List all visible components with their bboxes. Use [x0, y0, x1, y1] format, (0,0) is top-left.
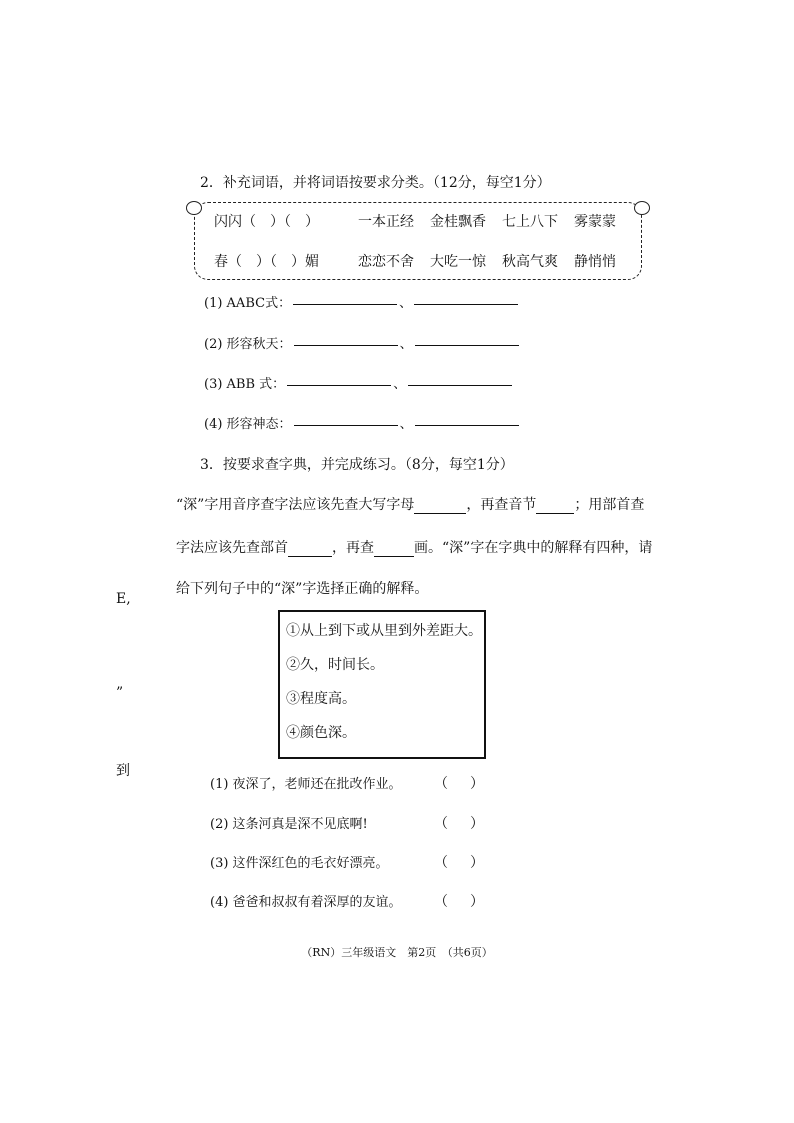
definition-item: ①从上到下或从里到外差距大。 — [286, 623, 482, 639]
answer-blank[interactable] — [536, 497, 574, 514]
separator: 、 — [393, 377, 407, 392]
category-row — [204, 333, 521, 352]
answer-blank[interactable] — [288, 540, 332, 557]
category-label: (2) 形容秋天： — [204, 337, 292, 352]
word-item: 静悄悄 — [574, 254, 616, 270]
word-item: 金桂飘香 — [430, 214, 486, 230]
answer-parentheses[interactable]: （） — [434, 894, 506, 910]
sentence-item: (1) 夜深了，老师还在批改作业。 — [210, 777, 402, 792]
category-row — [204, 413, 521, 432]
answer-blank[interactable] — [287, 384, 391, 386]
q3-title: 3．按要求查字典，并完成练习。（8分，每空1分） — [200, 457, 514, 473]
page-footer: （RN）三年级语文 第2页 （共6页） — [301, 946, 493, 959]
left-ring-hole — [186, 201, 202, 215]
category-label: (4) 形容神态： — [204, 417, 292, 432]
text: ，再查音节 — [466, 497, 537, 513]
separator: 、 — [399, 296, 413, 311]
separator: 、 — [399, 417, 413, 432]
answer-blank[interactable] — [415, 424, 519, 426]
answer-blank[interactable] — [414, 303, 518, 305]
answer-blank[interactable] — [408, 384, 512, 386]
right-ring-hole — [634, 201, 650, 215]
text: ，再查 — [332, 540, 374, 556]
word-item: 大吃一惊 — [430, 254, 486, 270]
text: 字法应该先查部首 — [176, 540, 288, 556]
word-item: 恋恋不舍 — [358, 254, 414, 270]
answer-blank[interactable] — [415, 344, 519, 346]
category-label: (1) AABC式： — [204, 296, 292, 311]
text: ；用部首查 — [574, 497, 645, 513]
word-item: 春（ ）（ ）媚 — [214, 254, 319, 270]
answer-blank[interactable] — [414, 497, 466, 514]
category-label: (3) ABB 式： — [204, 377, 286, 392]
definition-item: ④颜色深。 — [286, 725, 356, 741]
answer-blank[interactable] — [294, 424, 398, 426]
sentence-item: (4) 爸爸和叔叔有着深厚的友谊。 — [210, 895, 402, 910]
answer-blank[interactable] — [374, 540, 414, 557]
category-row — [204, 292, 520, 311]
definition-item: ③程度高。 — [286, 691, 356, 707]
separator: 、 — [399, 337, 413, 352]
answer-blank[interactable] — [294, 344, 398, 346]
text: “深”字用音序查字法应该先查大写字母 — [176, 497, 415, 513]
word-item: 闪闪（ ）（ ） — [214, 214, 319, 230]
text: 画。“深”字在字典中的解释有四种，请 — [414, 540, 653, 556]
answer-parentheses[interactable]: （） — [434, 816, 506, 832]
sentence-item: (3) 这件深红色的毛衣好漂亮。 — [210, 856, 389, 871]
q3-paragraph-line1 — [176, 494, 644, 514]
sentence-item: (2) 这条河真是深不见底啊! — [210, 817, 368, 832]
q3-paragraph-line3: 给下列句子中的“深”字选择正确的解释。 — [176, 581, 429, 597]
answer-blank[interactable] — [293, 303, 397, 305]
q3-paragraph-line2 — [176, 537, 652, 557]
answer-parentheses[interactable]: （） — [434, 855, 506, 871]
margin-fragment: ” — [116, 685, 124, 701]
margin-fragment: E, — [116, 591, 131, 607]
word-item: 雾蒙蒙 — [574, 214, 616, 230]
definition-item: ②久，时间长。 — [286, 657, 384, 673]
q2-title: 2．补充词语，并将词语按要求分类。（12分，每空1分） — [200, 175, 551, 191]
answer-parentheses[interactable]: （） — [434, 776, 506, 792]
margin-fragment: 到 — [116, 763, 130, 779]
category-row — [204, 373, 514, 392]
word-item: 七上八下 — [502, 214, 558, 230]
definitions-box — [278, 610, 486, 759]
word-item: 一本正经 — [358, 214, 414, 230]
word-item: 秋高气爽 — [502, 254, 558, 270]
